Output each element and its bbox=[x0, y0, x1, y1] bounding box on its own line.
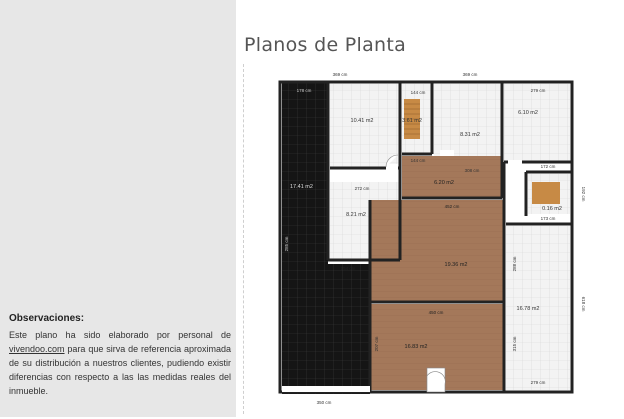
observations-text-start: Este plano ha sido elaborado por personal de bbox=[9, 330, 231, 340]
dimension-label: 315 cm bbox=[512, 336, 517, 352]
dimension-label: 272 cm bbox=[354, 186, 370, 191]
dimension-label: 350 cm bbox=[316, 400, 332, 405]
terrace-lower bbox=[282, 264, 370, 394]
dimension-label: 192 cm bbox=[581, 186, 586, 202]
area-label: 0.16 m2 bbox=[542, 206, 562, 212]
dimension-label: 178 cm bbox=[296, 88, 312, 93]
vivendoo-link[interactable]: vivendoo.com bbox=[9, 344, 65, 354]
dimension-label: 450 cm bbox=[428, 310, 444, 315]
observations-panel bbox=[0, 0, 236, 417]
dimension-label: 279 cm bbox=[530, 380, 546, 385]
room-bedroom-1 bbox=[330, 84, 400, 168]
dimension-label: 172 cm bbox=[540, 164, 556, 169]
dimension-label: 285 cm bbox=[284, 236, 289, 252]
dimension-label: 308 cm bbox=[464, 168, 480, 173]
observations-text bbox=[9, 328, 231, 398]
small-stairs-steps bbox=[532, 182, 560, 204]
dimension-label: 144 cm bbox=[410, 158, 426, 163]
dimension-label: 173 cm bbox=[540, 216, 556, 221]
dimension-label: 288 cm bbox=[512, 256, 517, 272]
area-label: 16.78 m2 bbox=[516, 306, 540, 312]
dimension-label: 144 cm bbox=[410, 90, 426, 95]
dimension-label: 369 cm bbox=[462, 72, 478, 77]
room-top-right bbox=[504, 84, 570, 162]
dimension-label: 207 cm bbox=[374, 336, 379, 352]
floor-plan-area bbox=[243, 64, 622, 414]
area-label: 8.21 m2 bbox=[346, 212, 366, 218]
area-label: 19.36 m2 bbox=[444, 262, 468, 268]
area-label: 6.10 m2 bbox=[518, 110, 538, 116]
area-label: 6.20 m2 bbox=[434, 180, 454, 186]
page-title: Planos de Planta bbox=[244, 34, 407, 56]
dimension-label: 279 cm bbox=[530, 88, 546, 93]
area-label: 3.61 m2 bbox=[402, 118, 422, 124]
area-label: 10.41 m2 bbox=[350, 118, 374, 124]
area-label: 8.31 m2 bbox=[460, 132, 480, 138]
room-living bbox=[370, 200, 504, 302]
dimension-label: 154 cm bbox=[340, 266, 356, 271]
area-label: 17.41 m2 bbox=[290, 184, 313, 190]
area-label: 16.83 m2 bbox=[404, 344, 428, 350]
observations-heading: Observaciones: bbox=[9, 313, 85, 324]
dimension-label: 369 cm bbox=[332, 72, 348, 77]
floor-plan bbox=[244, 64, 622, 414]
dimension-label: 452 cm bbox=[444, 204, 460, 209]
dimension-label: 618 cm bbox=[581, 296, 586, 312]
observations-text-end: para que sirva de referencia aproximada de su distribución a nuestros clientes, pudiendo existir diferencias con respecto a las las medidas reales del inmueble. bbox=[9, 344, 231, 396]
